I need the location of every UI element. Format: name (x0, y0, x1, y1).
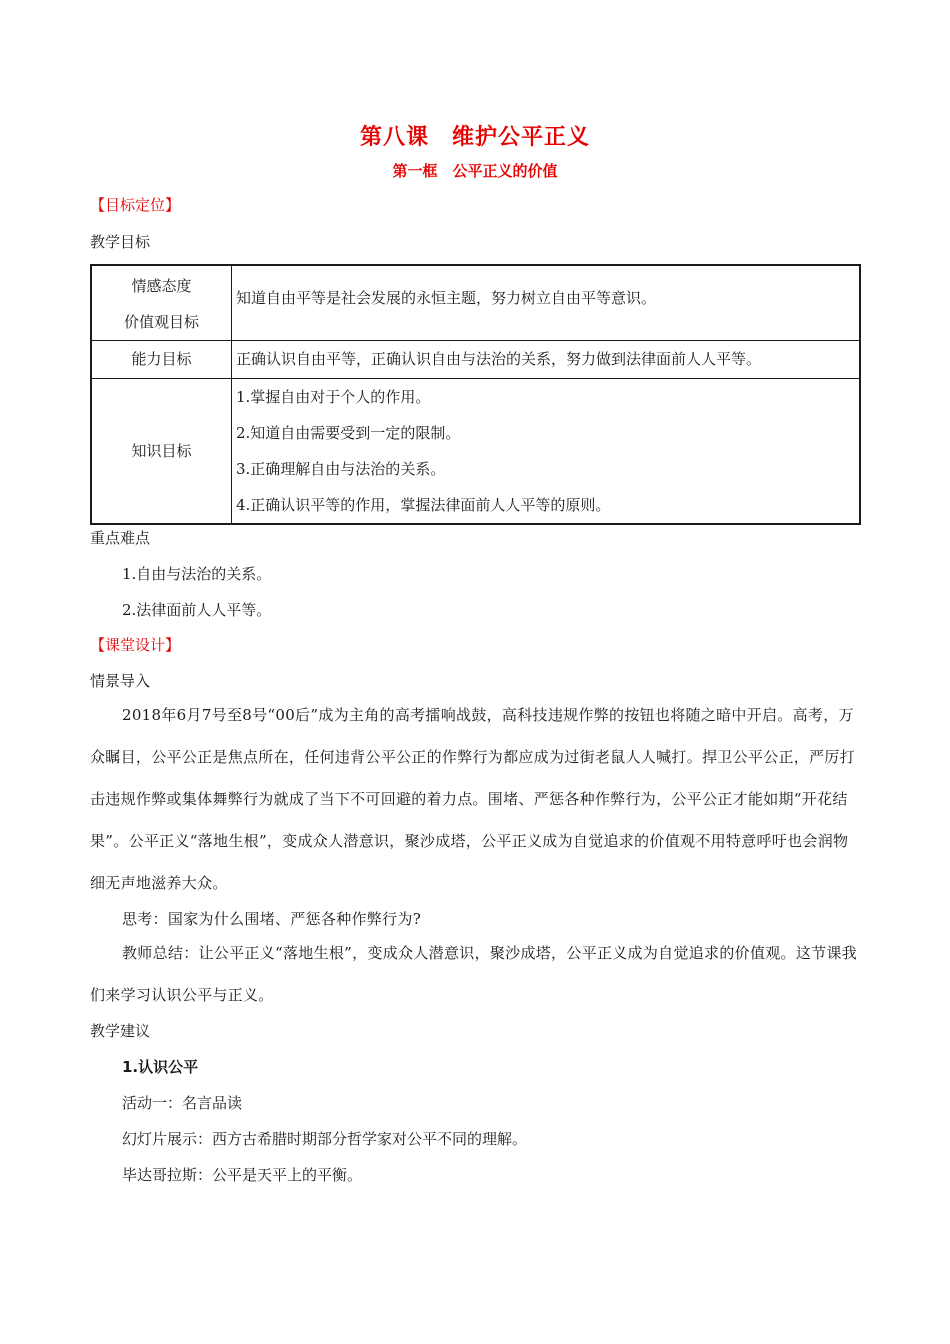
table-row (91, 341, 860, 379)
content-line: 正确认识自由平等，正确认识自由与法治的关系，努力做到法律面前人人平等。 (236, 350, 762, 368)
content-line: 1.掌握自由对于个人的作用。 (236, 388, 431, 406)
activity-line: 活动一：名言品读 (122, 1094, 243, 1112)
row-label (91, 379, 232, 525)
row-content (232, 265, 861, 341)
content-line: 2.知道自由需要受到一定的限制。 (236, 424, 461, 442)
section-classroom-heading: 【课堂设计】 (90, 636, 181, 654)
slide-line: 幻灯片展示：西方古希腊时期部分哲学家对公平不同的理解。 (122, 1130, 528, 1148)
thinking-question: 思考：国家为什么围堵、严惩各种作弊行为? (122, 910, 422, 928)
content-line: 3.正确理解自由与法治的关系。 (236, 460, 446, 478)
row-content (232, 379, 861, 525)
lesson-title: 第八课 维护公平正义 (359, 125, 590, 150)
row-label (91, 265, 232, 341)
key-point-item: 1.自由与法治的关系。 (122, 565, 272, 583)
table-row (91, 265, 860, 341)
table-row (91, 379, 860, 525)
key-point-item: 2.法律面前人人平等。 (122, 601, 272, 619)
row-label (91, 341, 232, 379)
goals-table (90, 264, 861, 525)
label-line: 价值观目标 (123, 313, 199, 331)
content-line: 4.正确认识平等的作用，掌握法律面前人人平等的原则。 (236, 496, 611, 514)
key-points-heading: 重点难点 (90, 529, 151, 547)
row-content (232, 341, 861, 379)
content-line: 知道自由平等是社会发展的永恒主题，努力树立自由平等意识。 (236, 289, 657, 307)
teaching-goals-heading: 教学目标 (90, 233, 151, 251)
label-line: 能力目标 (131, 350, 192, 368)
item-heading: 1.认识公平 (122, 1058, 199, 1076)
label-line: 知识目标 (131, 442, 192, 460)
lesson-subtitle: 第一框 公平正义的价值 (392, 162, 558, 180)
section-target-heading: 【目标定位】 (90, 196, 181, 214)
teacher-summary: 教师总结：让公平正义“落地生根”，变成众人潜意识，聚沙成塔，公平正义成为自觉追求的价值观。这节课我们来学习认识公平与正义。 (90, 944, 858, 1004)
quote-line: 毕达哥拉斯：公平是天平上的平衡。 (122, 1166, 363, 1184)
suggestion-heading: 教学建议 (90, 1022, 151, 1040)
label-line: 情感态度 (131, 277, 192, 295)
intro-paragraph: 2018年6月7号至8号“00后”成为主角的高考擂响战鼓，高科技违规作弊的按钮也将随之暗中开启。高考，万众瞩目，公平公正是焦点所在，任何违背公平公正的作弊行为都应成为过街老鼠人人喊打。捍卫公平公正，严厉打击违规作弊或集体舞弊行为就成了当下不可回避的着力点。围堵、严惩各种作弊行为，公平公正才能如期“开花结果”。公平正义“落地生根”，变成众人潜意识，聚沙成塔，公平正义成为自觉追求的价值观不用特意呼吁也会润物细无声地滋养大众。 (90, 706, 856, 892)
intro-heading: 情景导入 (90, 672, 151, 690)
